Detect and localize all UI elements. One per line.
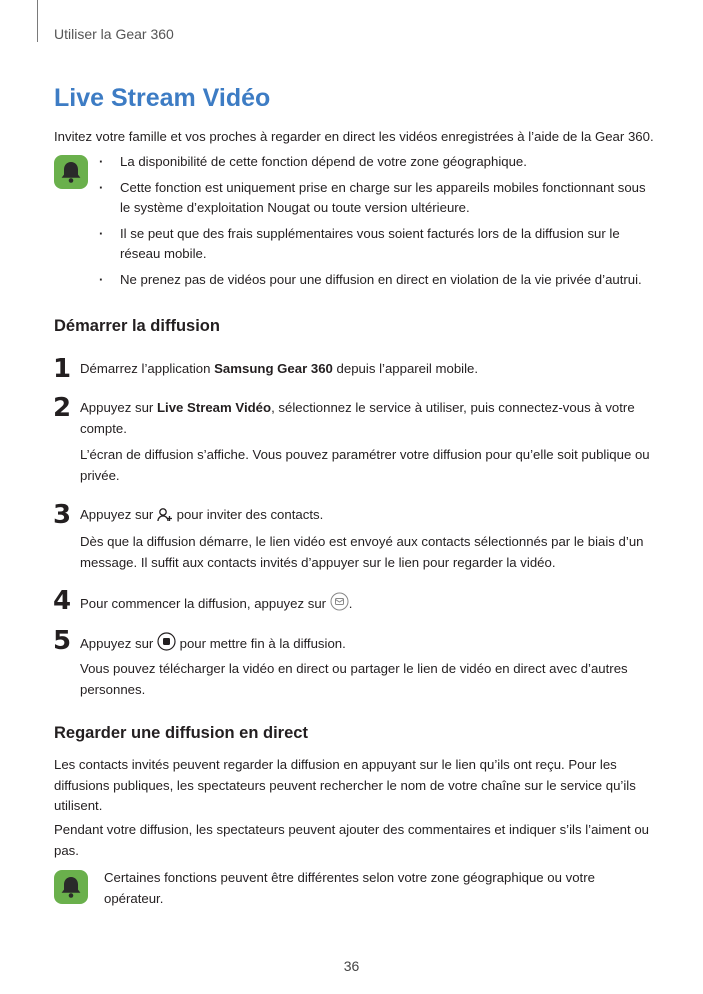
- add-contact-icon: [157, 507, 173, 529]
- step-4-text: Pour commencer la diffusion, appuyez sur .: [80, 592, 655, 618]
- step-number: 1: [53, 354, 72, 384]
- step-3-detail: Dès que la diffusion démarre, le lien vidéo est envoyé aux contacts sélectionnés par le biais d’un message. Il suffit aux contacts invités d’appuyer sur le lien pour regarder la vidéo.: [80, 534, 644, 570]
- step-1-text: Démarrez l’application Samsung Gear 360 depuis l’appareil mobile.: [80, 361, 479, 376]
- page-number: 36: [343, 958, 360, 974]
- step-number: 3: [53, 500, 72, 530]
- stop-icon: [157, 632, 176, 658]
- section-heading-start: Démarrer la diffusion: [54, 317, 220, 335]
- step-2-detail: L’écran de diffusion s’affiche. Vous pouvez paramétrer votre diffusion pour qu’elle soit publique ou privée.: [80, 447, 650, 483]
- note-item: · Cette fonction est uniquement prise en charge sur les appareils mobiles fonctionnant sous le système d’exploitation Nougat ou toute version ultérieure.: [99, 178, 659, 219]
- bell-icon: [54, 155, 88, 189]
- step-5-text: Appuyez sur pour mettre fin à la diffusion.: [80, 632, 655, 658]
- step-5-detail: Vous pouvez télécharger la vidéo en direct ou partager le lien de vidéo en direct avec d’autres personnes.: [80, 661, 628, 697]
- page-title: Live Stream Vidéo: [54, 84, 271, 112]
- step-3-text: Appuyez sur pour inviter des contacts.: [80, 505, 655, 529]
- note-item: · Ne prenez pas de vidéos pour une diffusion en direct en violation de la vie privée d’autrui.: [99, 270, 659, 291]
- step-number: 4: [53, 586, 72, 616]
- note-list: [99, 152, 659, 295]
- step-number: 5: [53, 626, 72, 656]
- bell-icon: [54, 870, 88, 904]
- watch-paragraph-1: Les contacts invités peuvent regarder la diffusion en appuyant sur le lien qu’ils ont reçu. Pour les diffusions publiques, les spectateurs peuvent rechercher le nom de votre chaîne sur le service qu’ils utilisent.: [54, 757, 636, 813]
- watch-paragraph-2: Pendant votre diffusion, les spectateurs peuvent ajouter des commentaires et indiquer s’ils l’aiment ou pas.: [54, 822, 649, 858]
- step-number: 2: [53, 393, 72, 423]
- note-text: Certaines fonctions peuvent être différentes selon votre zone géographique ou votre opérateur.: [104, 870, 595, 906]
- note-item: · La disponibilité de cette fonction dépend de votre zone géographique.: [99, 152, 659, 173]
- start-broadcast-icon: [330, 592, 349, 618]
- section-heading-watch: Regarder une diffusion en direct: [54, 724, 308, 742]
- running-header: Utiliser la Gear 360: [54, 26, 174, 42]
- note-item: · Il se peut que des frais supplémentaires vous soient facturés lors de la diffusion sur le réseau mobile.: [99, 224, 659, 265]
- intro-paragraph: Invitez votre famille et vos proches à regarder en direct les vidéos enregistrées à l’aide de la Gear 360.: [54, 129, 654, 144]
- header-rule: [37, 0, 38, 42]
- step-2-text: Appuyez sur Live Stream Vidéo, sélectionnez le service à utiliser, puis connectez-vous à votre compte.: [80, 400, 635, 436]
